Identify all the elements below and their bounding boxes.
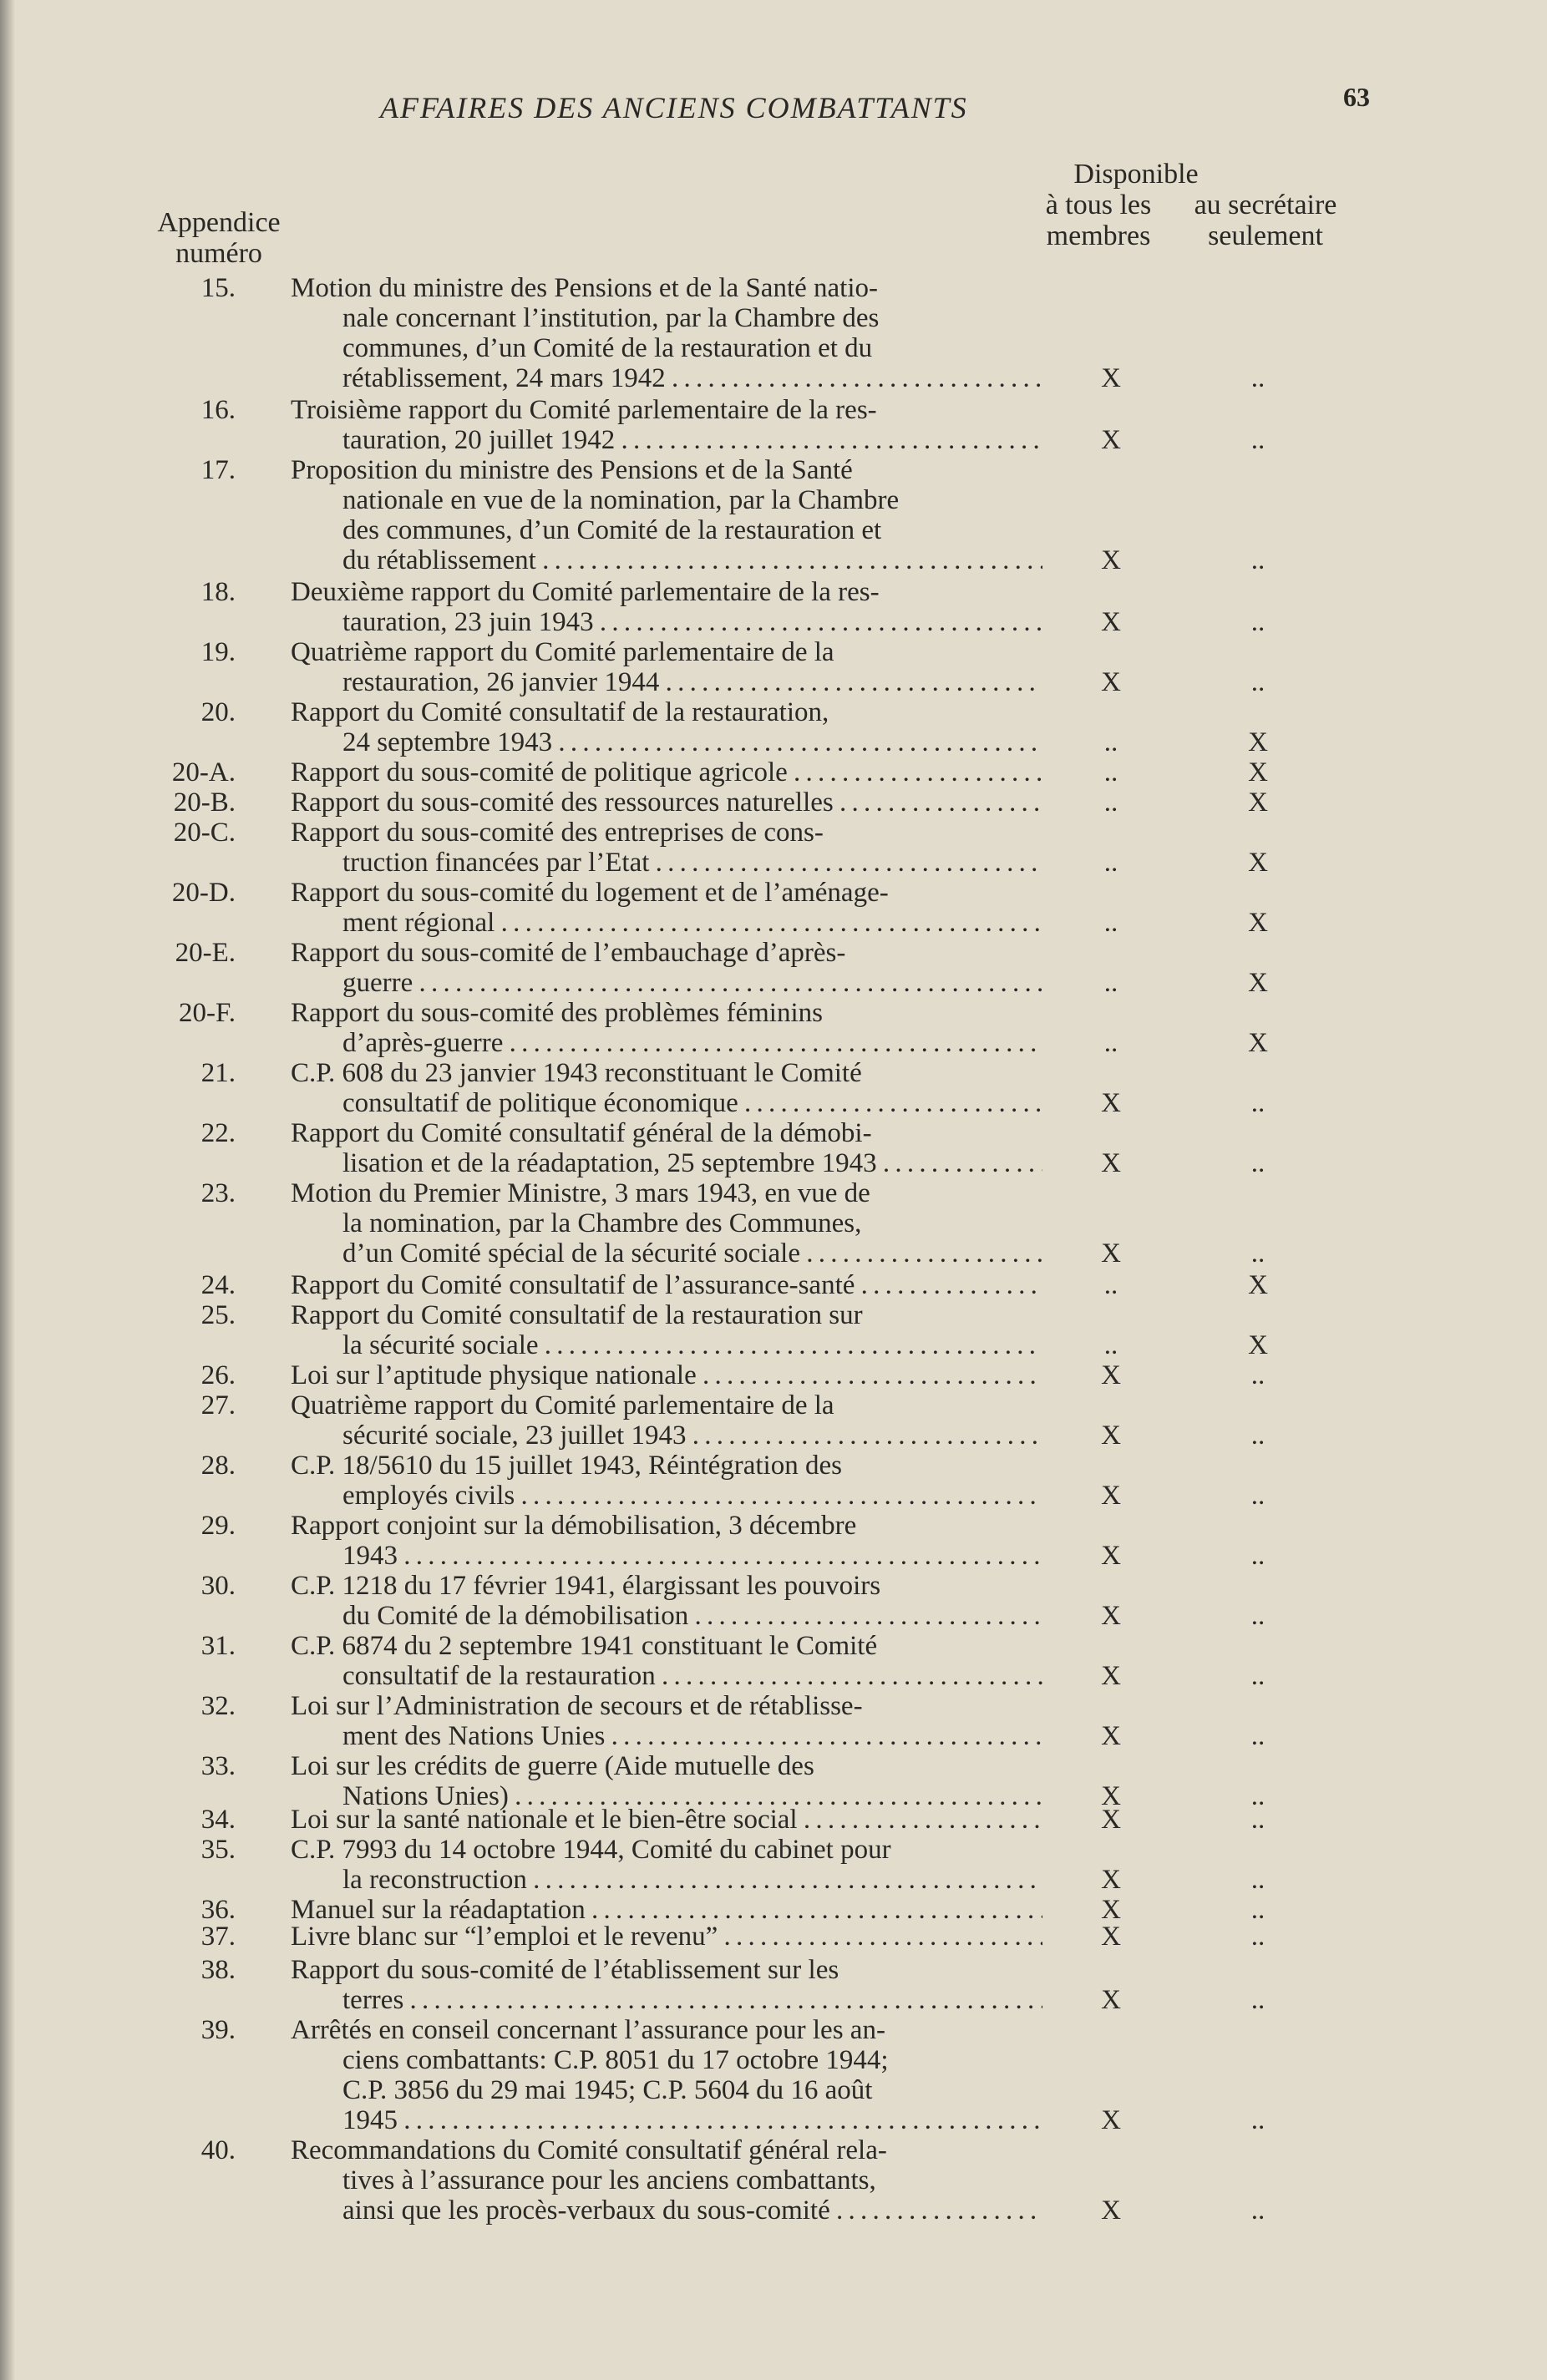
mark-tous-membres: .. [1103, 757, 1118, 787]
entry-text-line: ainsi que les procès-verbaux du sous-comité . . . [342, 2195, 1042, 2226]
entry-text-line: Quatrième rapport du Comité parlementaire de la [291, 1390, 834, 1420]
entry-text-line: Proposition du ministre des Pensions et de la Santé [291, 455, 853, 485]
mark-tous-membres: X [1101, 2105, 1121, 2135]
entry-number: 20-A. [171, 757, 236, 787]
mark-secretaire-seulement: .. [1250, 1601, 1265, 1631]
entry-text-line: Deuxième rapport du Comité parlementaire de la res- [291, 577, 880, 607]
mark-secretaire-seulement: X [1248, 908, 1268, 938]
mark-tous-membres: X [1101, 1541, 1121, 1571]
mark-secretaire-seulement: .. [1250, 1481, 1265, 1511]
mark-secretaire-seulement: .. [1250, 1985, 1265, 2015]
mark-tous-membres: X [1101, 1895, 1121, 1925]
mark-tous-membres: X [1101, 667, 1121, 697]
entry-text-line: Rapport du sous-comité du logement et de l’aménage- [291, 878, 889, 908]
entry-text-line: 1945 . . . [342, 2105, 1042, 2136]
entry-text-line: Rapport du sous-comité de l’établissement sur les [291, 1955, 839, 1985]
appendix-entry [0, 455, 1547, 575]
mark-secretaire-seulement: .. [1250, 1721, 1265, 1751]
header-disponible: Disponible [1073, 159, 1199, 190]
appendix-entry [0, 395, 1547, 455]
header-secretaire [1174, 190, 1357, 251]
appendix-entry [0, 757, 1547, 787]
appendix-entry [0, 1751, 1547, 1811]
entry-text-line: Rapport du sous-comité de l’embauchage d’après- [291, 938, 846, 968]
appendix-entry [0, 1178, 1547, 1268]
entry-number: 20-F. [179, 998, 236, 1028]
entry-text-line: Rapport du sous-comité des ressources naturelles . . . [291, 787, 1042, 818]
mark-secretaire-seulement: .. [1250, 1238, 1265, 1268]
header-secretaire-line: seulement [1208, 220, 1323, 251]
mark-secretaire-seulement: .. [1250, 1088, 1265, 1118]
entry-number: 15. [200, 273, 236, 303]
mark-secretaire-seulement: .. [1250, 1541, 1265, 1571]
appendix-entry [0, 273, 1547, 393]
entry-text-line: restauration, 26 janvier 1944 . . . [342, 667, 1042, 698]
mark-tous-membres: X [1101, 1088, 1121, 1118]
mark-secretaire-seulement: .. [1250, 363, 1265, 393]
mark-tous-membres: X [1101, 1148, 1121, 1178]
entry-number: 33. [200, 1751, 236, 1781]
mark-secretaire-seulement: .. [1250, 545, 1265, 575]
mark-tous-membres: .. [1103, 727, 1118, 757]
entry-text-line: communes, d’un Comité de la restauration et du [342, 333, 873, 363]
appendix-entry [0, 938, 1547, 998]
mark-tous-membres: X [1101, 1985, 1121, 2015]
mark-secretaire-seulement: .. [1250, 1360, 1265, 1390]
entry-text-line: tauration, 20 juillet 1942 . . . [342, 425, 1042, 456]
appendix-entry [0, 1300, 1547, 1360]
entry-number: 16. [200, 395, 236, 425]
mark-secretaire-seulement: X [1248, 787, 1268, 818]
mark-tous-membres: .. [1103, 848, 1118, 878]
mark-tous-membres: X [1101, 1360, 1121, 1390]
entry-text-line: la sécurité sociale . . . [342, 1330, 1042, 1361]
entry-text-line: C.P. 1218 du 17 février 1941, élargissant les pouvoirs [291, 1571, 881, 1601]
entry-number: 20-D. [171, 878, 236, 908]
entry-text-line: Recommandations du Comité consultatif général rela- [291, 2135, 887, 2165]
appendix-entry [0, 1835, 1547, 1895]
entry-number: 28. [200, 1451, 236, 1481]
entry-number: 20. [200, 697, 236, 727]
mark-tous-membres: .. [1103, 1270, 1118, 1300]
page-number: 63 [1343, 82, 1370, 112]
entry-number: 25. [200, 1300, 236, 1330]
mark-secretaire-seulement: X [1248, 968, 1268, 998]
entry-text-line: Arrêtés en conseil concernant l’assurance pour les an- [291, 2015, 885, 2045]
entry-number: 20-B. [173, 787, 236, 818]
entry-number: 39. [200, 2015, 236, 2045]
appendix-entry [0, 998, 1547, 1058]
entry-text-line: Quatrième rapport du Comité parlementaire de la [291, 637, 834, 667]
mark-secretaire-seulement: .. [1250, 1895, 1265, 1925]
entry-number: 40. [200, 2135, 236, 2165]
mark-secretaire-seulement: X [1248, 727, 1268, 757]
entry-number: 27. [200, 1390, 236, 1420]
mark-secretaire-seulement: X [1248, 757, 1268, 787]
entry-text-line: tauration, 23 juin 1943 . . . [342, 607, 1042, 638]
entry-number: 20-C. [173, 818, 236, 848]
appendix-entry [0, 577, 1547, 637]
header-appendice-line: Appendice [157, 207, 281, 238]
mark-secretaire-seulement: .. [1250, 1922, 1265, 1952]
entry-number: 19. [200, 637, 236, 667]
entry-text-line: tives à l’assurance pour les anciens combattants, [342, 2165, 876, 2195]
mark-tous-membres: X [1101, 1238, 1121, 1268]
entry-text-line: sécurité sociale, 23 juillet 1943 . . . [342, 1420, 1042, 1451]
entry-number: 35. [200, 1835, 236, 1865]
mark-tous-membres: X [1101, 1420, 1121, 1451]
entry-text-line: C.P. 608 du 23 janvier 1943 reconstituant le Comité [291, 1058, 862, 1088]
entry-number: 30. [200, 1571, 236, 1601]
entry-text-line: Loi sur la santé nationale et le bien-être social . . . [291, 1805, 1042, 1836]
entry-text-line: 1943 . . . [342, 1541, 1042, 1572]
entry-text-line: Rapport du Comité consultatif de la restauration sur [291, 1300, 863, 1330]
entry-text-line: 24 septembre 1943 . . . [342, 727, 1042, 758]
entry-text-line: consultatif de la restauration . . . [342, 1661, 1042, 1692]
mark-tous-membres: X [1101, 1661, 1121, 1691]
entry-text-line: terres . . . [342, 1985, 1042, 2016]
appendix-entry [0, 878, 1547, 938]
entry-text-line: C.P. 18/5610 du 15 juillet 1943, Réintégration des [291, 1451, 842, 1481]
entry-number: 31. [200, 1631, 236, 1661]
appendix-entry [0, 1805, 1547, 1835]
appendix-entry [0, 1571, 1547, 1631]
entry-number: 23. [200, 1178, 236, 1208]
appendix-entry [0, 2135, 1547, 2226]
entry-text-line: C.P. 7993 du 14 octobre 1944, Comité du cabinet pour [291, 1835, 891, 1865]
appendix-entry [0, 818, 1547, 878]
appendix-entry [0, 1058, 1547, 1118]
entry-text-line: Livre blanc sur “l’emploi et le revenu” . . . [291, 1922, 1042, 1952]
mark-secretaire-seulement: X [1248, 1028, 1268, 1058]
mark-secretaire-seulement: X [1248, 1330, 1268, 1360]
mark-secretaire-seulement: X [1248, 1270, 1268, 1300]
entry-text-line: Rapport du sous-comité des entreprises de cons- [291, 818, 824, 848]
mark-tous-membres: X [1101, 1601, 1121, 1631]
entry-text-line: Motion du Premier Ministre, 3 mars 1943, en vue de [291, 1178, 870, 1208]
entry-number: 32. [200, 1691, 236, 1721]
mark-tous-membres: X [1101, 425, 1121, 455]
entry-number: 26. [200, 1360, 236, 1390]
appendix-entry [0, 1270, 1547, 1300]
mark-secretaire-seulement: X [1248, 848, 1268, 878]
mark-tous-membres: .. [1103, 908, 1118, 938]
entry-text-line: Rapport du Comité consultatif de la restauration, [291, 697, 829, 727]
entry-text-line: ciens combattants: C.P. 8051 du 17 octobre 1944; [342, 2045, 889, 2075]
mark-tous-membres: X [1101, 1865, 1121, 1895]
mark-secretaire-seulement: .. [1250, 2195, 1265, 2226]
entry-text-line: d’après-guerre . . . [342, 1028, 1042, 1059]
entry-number: 22. [200, 1118, 236, 1148]
entry-text-line: la nomination, par la Chambre des Communes, [342, 1208, 862, 1238]
mark-secretaire-seulement: .. [1250, 667, 1265, 697]
entry-text-line: employés civils . . . [342, 1481, 1042, 1512]
entry-text-line: guerre . . . [342, 968, 1042, 999]
header-secretaire-line: au secrétaire [1194, 190, 1337, 220]
mark-tous-membres: X [1101, 545, 1121, 575]
entry-text-line: C.P. 3856 du 29 mai 1945; C.P. 5604 du 16 août [342, 2075, 873, 2105]
entry-number: 24. [200, 1270, 236, 1300]
entry-text-line: nale concernant l’institution, par la Chambre des [342, 303, 880, 333]
mark-tous-membres: X [1101, 2195, 1121, 2226]
entry-text-line: truction financées par l’Etat . . . [342, 848, 1042, 879]
mark-secretaire-seulement: .. [1250, 1661, 1265, 1691]
entry-text-line: Motion du ministre des Pensions et de la Santé natio- [291, 273, 878, 303]
appendix-entry [0, 1118, 1547, 1178]
mark-tous-membres: X [1101, 1922, 1121, 1952]
header-tous-membres [1023, 190, 1174, 251]
mark-tous-membres: .. [1103, 787, 1118, 818]
entry-text-line: des communes, d’un Comité de la restauration et [342, 515, 882, 545]
appendix-entry [0, 637, 1547, 697]
entry-text-line: Loi sur les crédits de guerre (Aide mutuelle des [291, 1751, 814, 1781]
mark-secretaire-seulement: .. [1250, 607, 1265, 637]
mark-tous-membres: .. [1103, 968, 1118, 998]
entry-text-line: Rapport du sous-comité des problèmes féminins [291, 998, 823, 1028]
appendix-entry [0, 1895, 1547, 1925]
entry-text-line: Nations Unies) . . . [342, 1781, 1042, 1812]
entry-number: 17. [200, 455, 236, 485]
appendix-entry [0, 1631, 1547, 1691]
appendix-entry [0, 1955, 1547, 2015]
mark-tous-membres: X [1101, 1481, 1121, 1511]
entry-text-line: Rapport du Comité consultatif de l’assurance-santé . . . [291, 1270, 1042, 1301]
entry-number: 36. [200, 1895, 236, 1925]
entry-text-line: du rétablissement . . . [342, 545, 1042, 576]
mark-tous-membres: .. [1103, 1028, 1118, 1058]
mark-tous-membres: .. [1103, 1330, 1118, 1360]
mark-secretaire-seulement: .. [1250, 2105, 1265, 2135]
entry-text-line: nationale en vue de la nomination, par la Chambre [342, 485, 900, 515]
entry-text-line: ment des Nations Unies . . . [342, 1721, 1042, 1752]
appendix-entry [0, 2015, 1547, 2135]
entry-text-line: Loi sur l’aptitude physique nationale . . . [291, 1360, 1042, 1391]
mark-secretaire-seulement: .. [1250, 1420, 1265, 1451]
entry-text-line: lisation et de la réadaptation, 25 septembre 1943 . . . [342, 1148, 1042, 1179]
header-tous-membres-line: à tous les [1045, 190, 1152, 220]
entry-number: 20-E. [175, 938, 236, 968]
mark-tous-membres: X [1101, 363, 1121, 393]
entry-text-line: rétablissement, 24 mars 1942 . . . [342, 363, 1042, 394]
entry-number: 37. [200, 1922, 236, 1952]
mark-secretaire-seulement: .. [1250, 1865, 1265, 1895]
entry-text-line: Troisième rapport du Comité parlementaire de la res- [291, 395, 877, 425]
entry-number: 34. [200, 1805, 236, 1835]
entry-text-line: Rapport du Comité consultatif général de la démobi- [291, 1118, 872, 1148]
appendix-entry [0, 1360, 1547, 1390]
entry-number: 38. [200, 1955, 236, 1985]
mark-secretaire-seulement: .. [1250, 1781, 1265, 1811]
mark-secretaire-seulement: .. [1250, 425, 1265, 455]
appendix-entry [0, 1511, 1547, 1571]
running-head: AFFAIRES DES ANCIENS COMBATTANTS [380, 91, 968, 124]
appendix-entry [0, 1451, 1547, 1511]
entry-text-line: Rapport conjoint sur la démobilisation, 3 décembre [291, 1511, 857, 1541]
mark-tous-membres: X [1101, 1805, 1121, 1835]
mark-secretaire-seulement: .. [1250, 1805, 1265, 1835]
appendix-entry [0, 1390, 1547, 1451]
entry-number: 29. [200, 1511, 236, 1541]
mark-tous-membres: X [1101, 1721, 1121, 1751]
entry-number: 21. [200, 1058, 236, 1088]
entry-text-line: Manuel sur la réadaptation . . . [291, 1895, 1042, 1926]
entry-text-line: C.P. 6874 du 2 septembre 1941 constituant le Comité [291, 1631, 878, 1661]
appendix-entry [0, 1922, 1547, 1952]
mark-secretaire-seulement: .. [1250, 1148, 1265, 1178]
entry-text-line: d’un Comité spécial de la sécurité sociale . . . [342, 1238, 1042, 1269]
appendix-entry [0, 1691, 1547, 1751]
entry-text-line: Loi sur l’Administration de secours et de rétablisse- [291, 1691, 863, 1721]
entry-number: 18. [200, 577, 236, 607]
entry-text-line: Rapport du sous-comité de politique agricole . . . [291, 757, 1042, 788]
appendix-entry [0, 697, 1547, 757]
entry-text-line: consultatif de politique économique . . . [342, 1088, 1042, 1119]
entry-text-line: la reconstruction . . . [342, 1865, 1042, 1896]
mark-tous-membres: X [1101, 607, 1121, 637]
header-appendice [144, 207, 294, 269]
header-tous-membres-line: membres [1046, 220, 1151, 251]
entry-text-line: ment régional . . . [342, 908, 1042, 939]
header-appendice-line: numéro [175, 238, 262, 269]
appendix-entry [0, 787, 1547, 818]
entry-text-line: du Comité de la démobilisation . . . [342, 1601, 1042, 1632]
mark-tous-membres: X [1101, 1781, 1121, 1811]
